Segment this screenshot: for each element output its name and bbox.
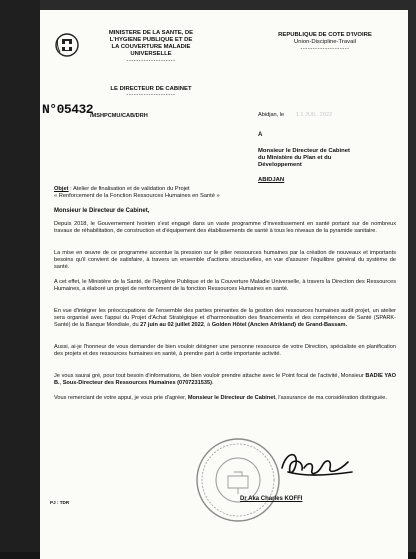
ministry-header <box>86 30 216 65</box>
paragraph-1: Depuis 2018, le Gouvernement Ivoirien s'est engagé dans un vaste programme d'investissement en santé portant sur de nombreux travaux de réhabilitation, de construction et d'équipement des établissements de santé à tous les niveaux de la pyramide sanitaire. <box>54 221 396 235</box>
director-label: LE DIRECTEUR DE CABINET <box>110 86 192 92</box>
paragraph-6 <box>54 373 396 387</box>
recipient-line: Monsieur le Directeur de Cabinet <box>258 148 350 154</box>
ministry-line: UNIVERSELLE <box>130 51 172 57</box>
country-name: REPUBLIQUE DE COTE D'IVOIRE <box>278 32 372 38</box>
focal-point-name: BADIE YAO B. <box>54 373 396 387</box>
place: Abidjan, le <box>258 112 285 118</box>
recipient-city: ABIDJAN <box>258 177 285 183</box>
subject <box>54 186 274 200</box>
focal-point-title: Sous-Directeur des Ressources Humaines (0707231535) <box>62 380 212 387</box>
scan-border-left <box>0 0 40 559</box>
workshop-venue: Golden Hôtel (Ancien Afrikland) de Grand-Bassam. <box>211 322 347 329</box>
paragraph-7-text: , l'assurance de ma considération distinguée. <box>275 395 387 401</box>
ministry-logo-icon <box>54 32 80 58</box>
director-dots: -------------------- <box>126 92 176 98</box>
paragraph-7 <box>54 395 396 402</box>
recipient-line: Développement <box>258 162 302 169</box>
place-date <box>258 112 332 118</box>
ministry-line: L'HYGIENE PUBLIQUE ET DE <box>109 37 193 43</box>
paragraph-4-text: En vue d'intégrer les préoccupations de l'ensemble des parties prenantes de la gestion des ressources humaines audit projet, un atelier sera organisé avec l'appui du Projet d'Achat Stratégique et d'harmonisation des financements et des compétences de Santé (SPARK-Santé) de la Banque Mondiale, du <box>54 308 396 329</box>
closing-addressee: Monsieur le Directeur de Cabinet <box>187 395 276 401</box>
motto: Union-Discipline-Travail <box>294 39 356 45</box>
paragraph-6-text: . <box>211 380 214 387</box>
recipient-prefix: A <box>258 132 263 138</box>
reference-code: /MSHPCMU/CAB/DRH <box>90 113 148 119</box>
paragraph-6-text: Je vous saurai gré, pour tout besoin d'informations, de bien vouloir prendre attache avec le Point focal de l'activité, Monsieur <box>54 373 366 379</box>
subject-line-2: « Renforcement de la Fonction Ressources Humaines en Santé » <box>54 193 220 199</box>
date-stamp: 1 1 JUIL. 2022 <box>295 112 333 118</box>
paragraph-2: La mise en œuvre de ce programme accentue la pression sur le pilier ressources humaines par la création de nouveaux et importants besoins qu'il convient de satisfaire, à travers un ensemble d'actions structurelles, en vue d'assurer l'équilibre général du système de santé. <box>54 250 396 271</box>
subject-label: Objet <box>54 186 69 192</box>
number-stamp: N°05432 <box>42 102 94 117</box>
republic-header <box>250 32 400 53</box>
paragraph-4 <box>54 308 396 330</box>
director-title <box>86 86 216 98</box>
ministry-line: LA COUVERTURE MALADIE <box>111 44 191 50</box>
workshop-dates: 27 juin au 02 juillet 2022 <box>140 322 204 329</box>
ministry-dots: -------------------- <box>126 58 176 64</box>
paragraph-7-text: Vous remerciant de votre appui, je vous prie d'agréer, <box>54 395 188 401</box>
paragraph-5: Aussi, ai-je l'honneur de vous demander de bien vouloir désigner une personne ressource de votre Direction, spécialiste en planification des projets et des ressources humaines en santé, à prendre part à cette importante activité. <box>54 344 396 358</box>
attachment-note: PJ : TDR <box>50 500 70 505</box>
handwritten-signature <box>252 440 372 490</box>
ministry-line: MINISTERE DE LA SANTE, DE <box>108 30 194 36</box>
letter-page <box>40 10 408 559</box>
recipient-line: du Ministère du Plan et du <box>258 155 332 162</box>
subject-line-1: : Atelier de finalisation et de validation du Projet <box>68 186 190 192</box>
recipient-block <box>258 148 398 170</box>
signer-name: Dr Aka Charles KOFFI <box>240 496 303 502</box>
paragraph-3-text: A cet effet, le Ministère de la Santé, de l'Hygiène Publique et de la Couverture Maladie Universelle, à travers la Direction des Ressources Humaines, a élaboré un projet de renforcement de la fonction Ressources Humaines en santé. <box>54 279 396 293</box>
paragraph-6-text: , <box>59 380 63 387</box>
salutation: Monsieur le Directeur de Cabinet, <box>54 208 150 214</box>
motto-dots: -------------------- <box>300 46 350 52</box>
paragraph-3 <box>54 279 396 293</box>
paragraph-4-text: , à <box>203 322 212 329</box>
